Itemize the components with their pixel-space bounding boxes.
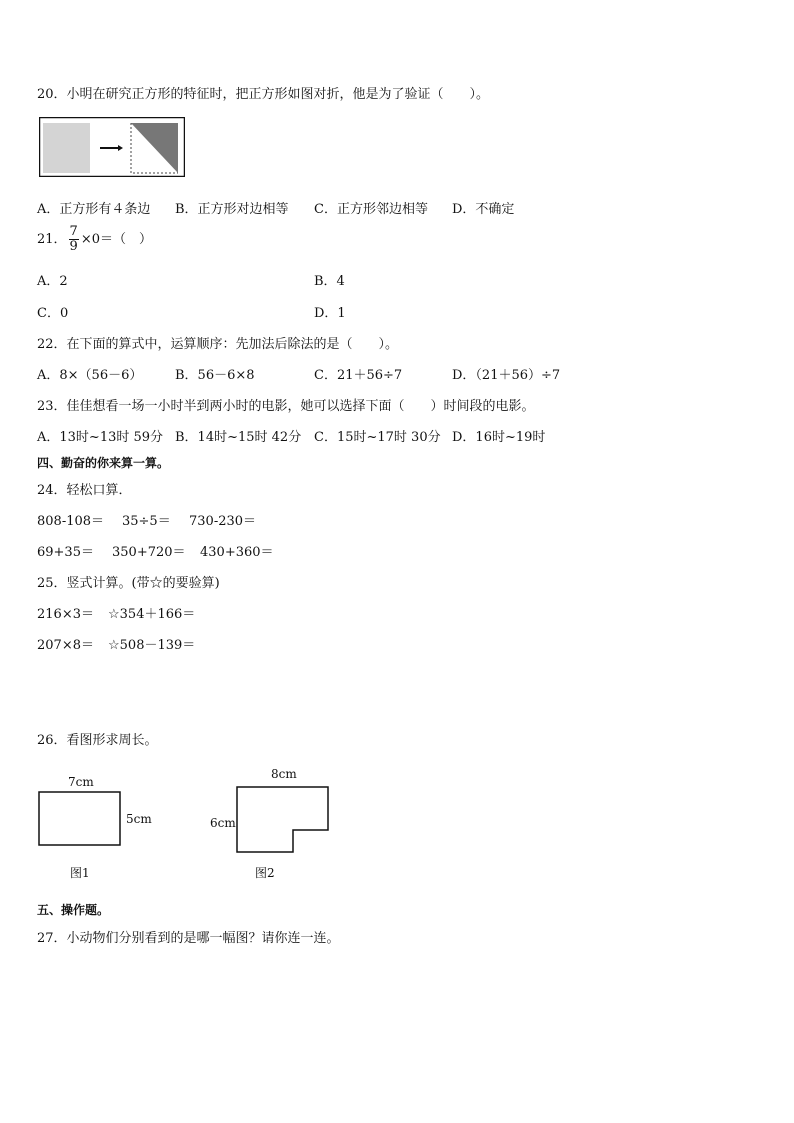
section-5-heading: 五、操作题。 [37,903,110,917]
q20-option-d[interactable]: D．不确定 [452,202,515,217]
q24-expr-2: 35÷5＝ [122,514,171,529]
q22-option-a[interactable]: A．8×（56－6） [37,368,143,383]
question-22-text: 22．在下面的算式中，运算顺序：先加法后除法的是（ ）。 [37,337,399,352]
q23-option-b[interactable]: B．14时~15时 42分 [175,430,302,445]
fig1-height-label: 5cm [126,812,152,826]
figure-1-rectangle [30,770,160,882]
fraction-numerator: 7 [69,224,78,239]
folded-triangle [131,123,178,173]
q21-option-a[interactable]: A．2 [37,274,68,289]
question-23-text: 23．佳佳想看一场一小时半到两小时的电影，她可以选择下面（ ）时间段的电影。 [37,399,535,414]
arrow-head [118,145,123,151]
q24-expr-3: 730-230＝ [189,514,257,529]
question-27-text: 27．小动物们分别看到的是哪一幅图？请你连一连。 [37,931,340,946]
q24-expr-1: 808-108＝ [37,514,105,529]
q25-expr-1: 216×3＝ [37,607,94,622]
q21-option-d[interactable]: D．1 [314,306,346,321]
q25-expr-3: 207×8＝ [37,638,94,653]
unfolded-square [43,123,90,173]
fraction-denominator: 9 [69,239,78,254]
q23-option-d[interactable]: D．16时~19时 [452,430,546,445]
fig2-caption: 图2 [255,866,275,880]
q25-expr-4: ☆508－139＝ [108,638,196,653]
figure-2-l-shape [205,762,345,884]
q20-option-a[interactable]: A．正方形有４条边 [37,202,151,217]
q23-option-c[interactable]: C．15时~17时 30分 [314,430,441,445]
q21-suffix: ×0＝（ ） [80,232,152,247]
fig2-width-label: 8cm [271,767,297,781]
question-26-text: 26．看图形求周长。 [37,733,158,748]
q24-expr-4: 69+35＝ [37,545,94,560]
q20-option-c[interactable]: C．正方形邻边相等 [314,202,428,217]
question-21-text [37,225,152,254]
q21-prefix: 21． [37,232,67,247]
fraction-7-9 [69,225,79,254]
q25-expr-2: ☆354＋166＝ [108,607,196,622]
question-20-text: 20．小明在研究正方形的特征时，把正方形如图对折，他是为了验证（ ）。 [37,87,490,102]
q21-option-c[interactable]: C．0 [37,306,69,321]
q24-expr-5: 350+720＝ [112,545,186,560]
square-fold-figure [39,117,185,177]
question-24-text: 24．轻松口算． [37,483,132,498]
section-4-heading: 四、勤奋的你来算一算。 [37,456,170,470]
q21-option-b[interactable]: B．4 [314,274,345,289]
question-25-text: 25．竖式计算。(带☆的要验算) [37,576,220,591]
q22-option-d[interactable]: D．（21＋56）÷7 [452,368,561,383]
q24-expr-6: 430+360＝ [200,545,274,560]
q20-option-b[interactable]: B．正方形对边相等 [175,202,289,217]
fig2-height-label: 6cm [210,816,236,830]
q22-option-b[interactable]: B．56－6×8 [175,368,255,383]
fig1-width-label: 7cm [68,775,94,789]
q22-option-c[interactable]: C．21＋56÷7 [314,368,403,383]
fig1-caption: 图1 [70,866,90,880]
q23-option-a[interactable]: A．13时~13时 59分 [37,430,164,445]
